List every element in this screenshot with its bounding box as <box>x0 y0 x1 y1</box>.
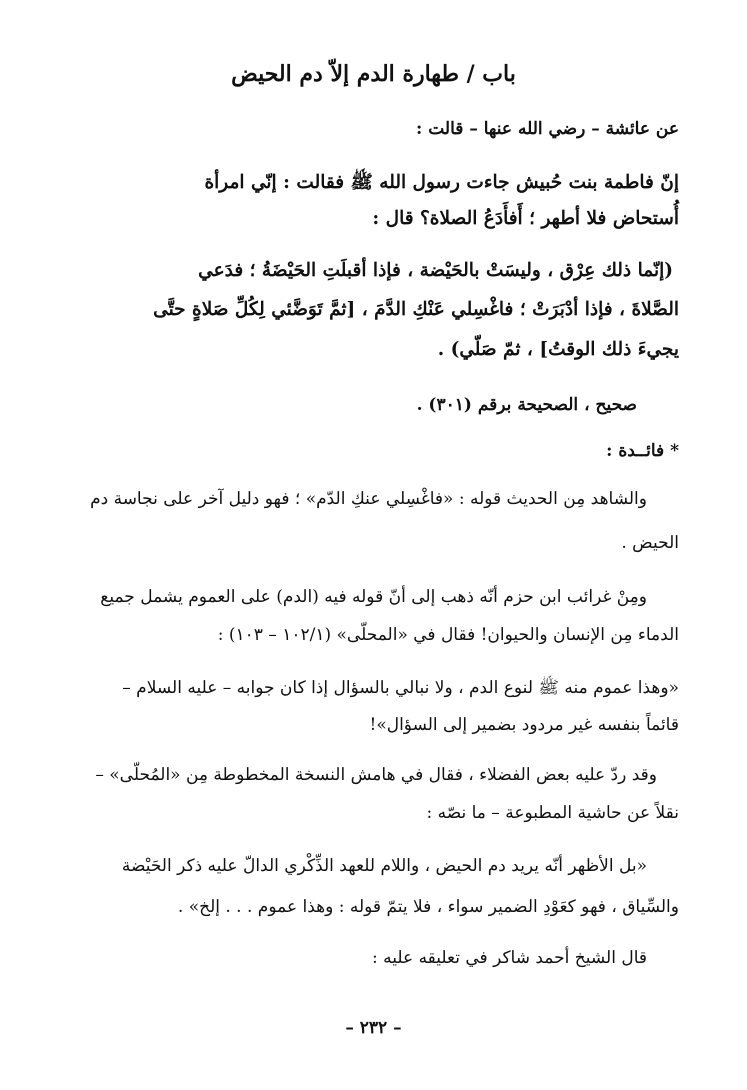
hadith-line: الصَّلاةَ ، فإذا أدْبَرَتْ ؛ فاغْسِلي عَنْكِ الدَّمَ ، [ثمَّ تَوَضَّئي لِكُلِّ صَلاةٍ حتَّى <box>153 299 679 320</box>
quote-line: «بل الأظهر أنّه يريد دم الحيض ، واللام للعهد الذِّكْري الدالّ عليه ذكر الحَيْضة <box>121 856 647 876</box>
page-number: – ٢٣٢ – <box>345 1018 402 1038</box>
paragraph-line: قال الشيخ أحمد شاكر في تعليقه عليه : <box>372 948 647 968</box>
quote-line: «وهذا عموم منه ﷺ لنوع الدم ، ولا نبالي بالسؤال إذا كان جوابه – عليه السلام – <box>122 678 679 698</box>
paragraph-line: وقد ردّ عليه بعض الفضلاء ، فقال في هامش النسخة المخطوطة مِن «المُحلّى» – <box>95 765 657 785</box>
hadith-line: إنّ فاطمة بنت حُبيش جاءت رسول الله ﷺ فقالت : إنّي امرأة <box>204 172 679 193</box>
authentication-line: صحيح ، الصحيحة برقم (٣٠١) . <box>416 395 637 415</box>
quote-line: والسِّياق ، فهو كعَوْدِ الضمير سواء ، فلا يتمّ قوله : وهذا عموم . . . إلخ» . <box>177 897 679 917</box>
narrator-line: عن عائشة – رضي الله عنها – قالت : <box>416 119 679 139</box>
hadith-line: أُستحاض فلا أطهر ؛ أَفأَدَعُ الصلاة؟ قال : <box>372 208 679 229</box>
chapter-title: باب / طهارة الدم إلاّ دم الحيض <box>231 61 516 87</box>
paragraph-line: ومِنْ غرائب ابن حزم أنّه ذهب إلى أنّ قوله فيه (الدم) على العموم يشمل جميع <box>100 587 647 607</box>
paragraph-line: والشاهد مِن الحديث قوله : «فاغْسِلي عنكِ الدّم» ؛ فهو دليل آخر على نجاسة دم <box>90 489 647 509</box>
paragraph-line: الدماء مِن الإنسان والحيوان! فقال في «المحلّى» (١٠٢/١ – ١٠٣) : <box>217 625 679 645</box>
section-heading: * فائــدة : <box>606 441 679 461</box>
paragraph-line: الحيض . <box>621 533 679 553</box>
hadith-line: (إنّما ذلك عِرْق ، وليسَتْ بالحَيْضة ، فإذا أقبلَتِ الحَيْضَةُ ؛ فدَعي <box>198 260 673 281</box>
paragraph-line: نقلاً عن حاشية المطبوعة – ما نصّه : <box>426 803 679 823</box>
quote-line: قائماً بنفسه غير مردود بضمير إلى السؤال»! <box>369 715 679 735</box>
hadith-line: يجيءَ ذلك الوقتُ] ، ثمّ صَلّي) . <box>437 339 679 360</box>
